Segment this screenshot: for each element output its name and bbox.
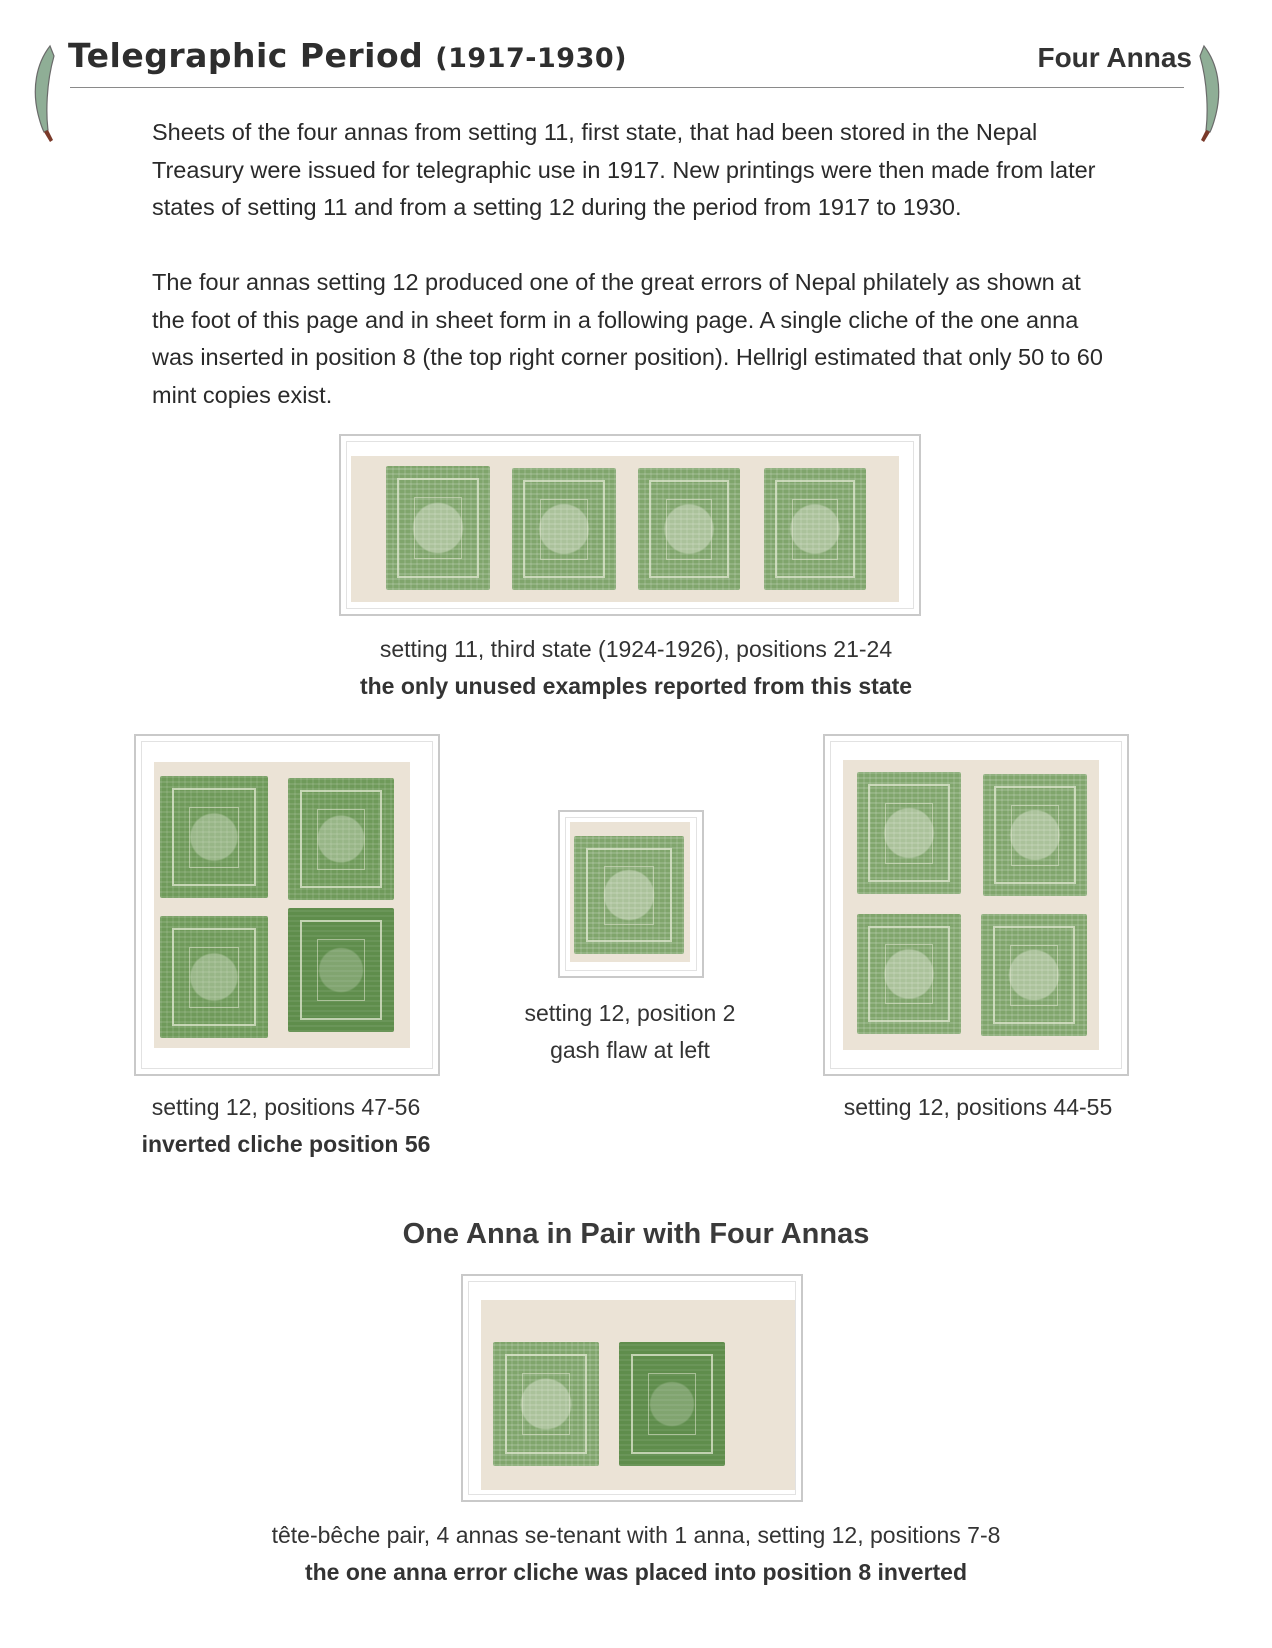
stamp-position-55: [160, 916, 268, 1038]
stamp-position-48: [288, 778, 394, 900]
stamp-position-2: [574, 836, 684, 954]
kukri-right-icon: [1194, 44, 1224, 144]
pair-caption: tête-bêche pair, 4 annas se-tenant with 1 anna, setting 12, positions 7-8: [271, 1522, 1001, 1548]
block-left-caption-bold: inverted cliche position 56: [141, 1131, 431, 1157]
stamp-one-anna-position-8-inverted: [619, 1342, 725, 1466]
strip-caption-bold: the only unused examples reported from this state: [359, 673, 913, 699]
page-title: [68, 36, 627, 75]
stamp-position-21: [386, 466, 490, 590]
stamp-position-45: [983, 774, 1087, 896]
single-caption-line2: gash flaw at left: [550, 1037, 710, 1063]
header-divider: [70, 87, 1184, 88]
stamp-position-23: [638, 468, 740, 590]
page-title-text: Telegraphic Period: [68, 36, 424, 75]
block-left-caption: setting 12, positions 47-56: [151, 1094, 421, 1120]
intro-paragraph-1: Sheets of the four annas from setting 11, first state, that had been stored in the Nepal Treasury were issued for telegraphic use in 1917. New printings were then made from later states of setting 11 and from a setting 12 during the period from 1917 to 1930.: [152, 119, 1096, 220]
stamp-position-47: [160, 776, 268, 898]
stamp-four-annas-position-7: [493, 1342, 599, 1466]
block-right-mount: [823, 734, 1129, 1076]
pair-caption-bold: the one anna error cliche was placed into position 8 inverted: [304, 1559, 968, 1585]
pair-heading: One Anna in Pair with Four Annas: [402, 1218, 870, 1250]
block-right-caption: setting 12, positions 44-55: [843, 1094, 1113, 1120]
page-title-years: (1917-1930): [435, 43, 627, 74]
pair-mount: [461, 1274, 803, 1502]
intro-paragraph-2: The four annas setting 12 produced one of the great errors of Nepal philately as shown at the foot of this page and in sheet form in a following page. A single cliche of the one anna was inserted in position 8 (the top right corner position). Hellrigl estimated that only 50 to 60 mint copies exist.: [152, 269, 1103, 408]
single-caption-line1: setting 12, position 2: [524, 1000, 736, 1026]
single-stamp-mount: [558, 810, 704, 978]
stamp-position-56-inverted: [288, 908, 394, 1032]
block-left-mount: [134, 734, 440, 1076]
stamp-position-24: [764, 468, 866, 590]
stamp-position-55-right: [981, 914, 1087, 1036]
stamp-position-44: [857, 772, 961, 894]
stamp-position-22: [512, 468, 616, 590]
section-label: Four Annas: [1037, 42, 1192, 73]
stamp-strip-mount: [339, 434, 921, 616]
strip-caption: setting 11, third state (1924-1926), positions 21-24: [379, 636, 893, 662]
kukri-left-icon: [30, 44, 60, 144]
stamp-position-54: [857, 914, 961, 1034]
